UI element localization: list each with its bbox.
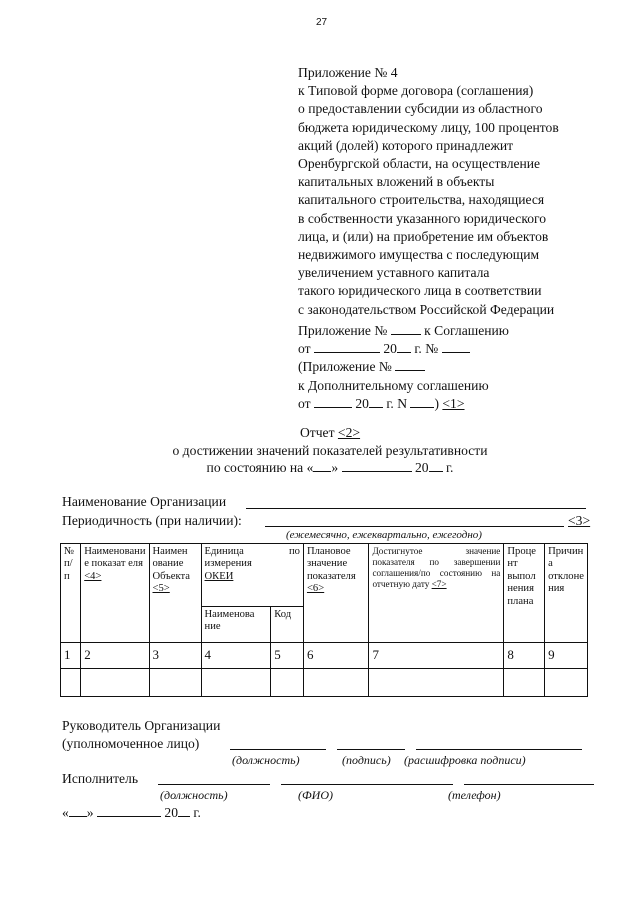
agreement-line-4: к Дополнительному соглашению	[298, 377, 489, 393]
column-number-cell: 1	[61, 643, 81, 669]
agreement-block	[298, 322, 509, 413]
org-name-label: Наименование Организации	[62, 494, 227, 509]
th-unit-code: Код	[271, 607, 304, 643]
caption-signature: (подпись)	[342, 753, 391, 767]
table-cell[interactable]	[149, 669, 201, 697]
footnote-ref-2[interactable]: <2>	[337, 425, 361, 440]
table-cell[interactable]	[81, 669, 149, 697]
appendix-line: к Типовой форме договора (соглашения)	[298, 83, 534, 99]
column-number-cell: 8	[504, 643, 545, 669]
period-hint: (ежемесячно, ежеквартально, ежегодно)	[286, 529, 482, 541]
th-deviation-reason: Причин а отклоне ния	[545, 544, 588, 643]
agreement-line-1: Приложение № к Соглашению	[298, 323, 509, 338]
agreement-line-3: (Приложение №	[298, 358, 509, 376]
appendix-line: лица, и (или) на приобретение им объектов	[298, 228, 549, 244]
signature-field[interactable]	[337, 749, 405, 750]
executor-position-field[interactable]	[158, 784, 270, 785]
caption-fio: (ФИО)	[298, 788, 333, 802]
appendix-line: капитального строительства, находящиеся	[298, 192, 545, 208]
th-indicator-name: Наименовани е показат еля <4>	[81, 544, 149, 643]
position-field[interactable]	[230, 749, 326, 750]
table-cell[interactable]	[504, 669, 545, 697]
executor-fio-field[interactable]	[281, 784, 453, 785]
appendix-line: Оренбургской области, на осуществление	[298, 156, 541, 172]
org-period-field[interactable]	[265, 526, 564, 527]
head-label: Руководитель Организации (уполномоченное лицо)	[62, 718, 221, 751]
table-number-row	[61, 643, 588, 669]
column-number-cell: 5	[271, 643, 304, 669]
th-unit-name: Наименова ние	[201, 607, 271, 643]
column-number-cell: 3	[149, 643, 201, 669]
appendix-line: в собственности указанного юридического	[298, 210, 547, 226]
appendix-line: акций (долей) которого принадлежит	[298, 137, 514, 153]
table-cell[interactable]	[201, 669, 271, 697]
th-number: № п/п	[61, 544, 81, 643]
appendix-line: увеличением уставного капитала	[298, 265, 490, 281]
th-unit: Единица измерения по ОКЕИ	[201, 544, 303, 607]
th-achieved-value: Достигнутое значение показателя по завершении соглашения/по состоянию на отчетную дату <7>	[369, 544, 504, 643]
table-cell[interactable]	[545, 669, 588, 697]
executor-phone-field[interactable]	[464, 784, 594, 785]
appendix-line: бюджета юридическому лицу, 100 процентов	[298, 119, 559, 135]
agreement-line-5: от 20 г. N ) <1>	[298, 395, 465, 411]
report-title: Отчет <2> о достижении значений показателей результативности по состоянию на « » 20 г.	[172, 425, 488, 475]
table-cell[interactable]	[271, 669, 304, 697]
page-number: 27	[316, 17, 328, 28]
caption-decoding: (расшифровка подписи)	[404, 753, 526, 767]
appendix-line: недвижимого имущества с последующим	[298, 247, 540, 263]
th-planned-value: Плановое значение показателя <6>	[303, 544, 368, 643]
table-header-row	[61, 544, 588, 607]
footnote-ref-3[interactable]: <3>	[568, 513, 591, 528]
table-cell[interactable]	[61, 669, 81, 697]
caption-phone: (телефон)	[448, 788, 501, 802]
th-object-name: Наимен ование Объекта <5>	[149, 544, 201, 643]
date-line: « » 20 г.	[62, 805, 201, 820]
executor-label: Исполнитель	[62, 771, 139, 786]
appendix-line: Приложение № 4	[298, 65, 398, 80]
column-number-cell: 2	[81, 643, 149, 669]
org-name-field[interactable]	[246, 508, 586, 509]
caption-position-2: (должность)	[160, 788, 228, 802]
caption-position: (должность)	[232, 753, 300, 767]
results-table	[60, 543, 588, 697]
table-cell[interactable]	[369, 669, 504, 697]
appendix-header	[298, 64, 618, 319]
agreement-line-2: от 20 г. №	[298, 340, 509, 358]
appendix-line: о предоставлении субсидии из областного	[298, 101, 543, 117]
appendix-line: с законодательством Российской Федерации	[298, 301, 555, 317]
appendix-line: такого юридического лица в соответствии	[298, 283, 542, 299]
th-percent-done: Проце нт выпол нения плана	[504, 544, 545, 643]
column-number-cell: 6	[303, 643, 368, 669]
column-number-cell: 7	[369, 643, 504, 669]
column-number-cell: 9	[545, 643, 588, 669]
org-period-label: Периодичность (при наличии):	[62, 513, 242, 528]
column-number-cell: 4	[201, 643, 271, 669]
table-row[interactable]	[61, 669, 588, 697]
appendix-line: капитальных вложений в объекты	[298, 174, 495, 190]
table-cell[interactable]	[303, 669, 368, 697]
decoding-field[interactable]	[416, 749, 582, 750]
footnote-ref-1[interactable]: <1>	[442, 395, 465, 411]
